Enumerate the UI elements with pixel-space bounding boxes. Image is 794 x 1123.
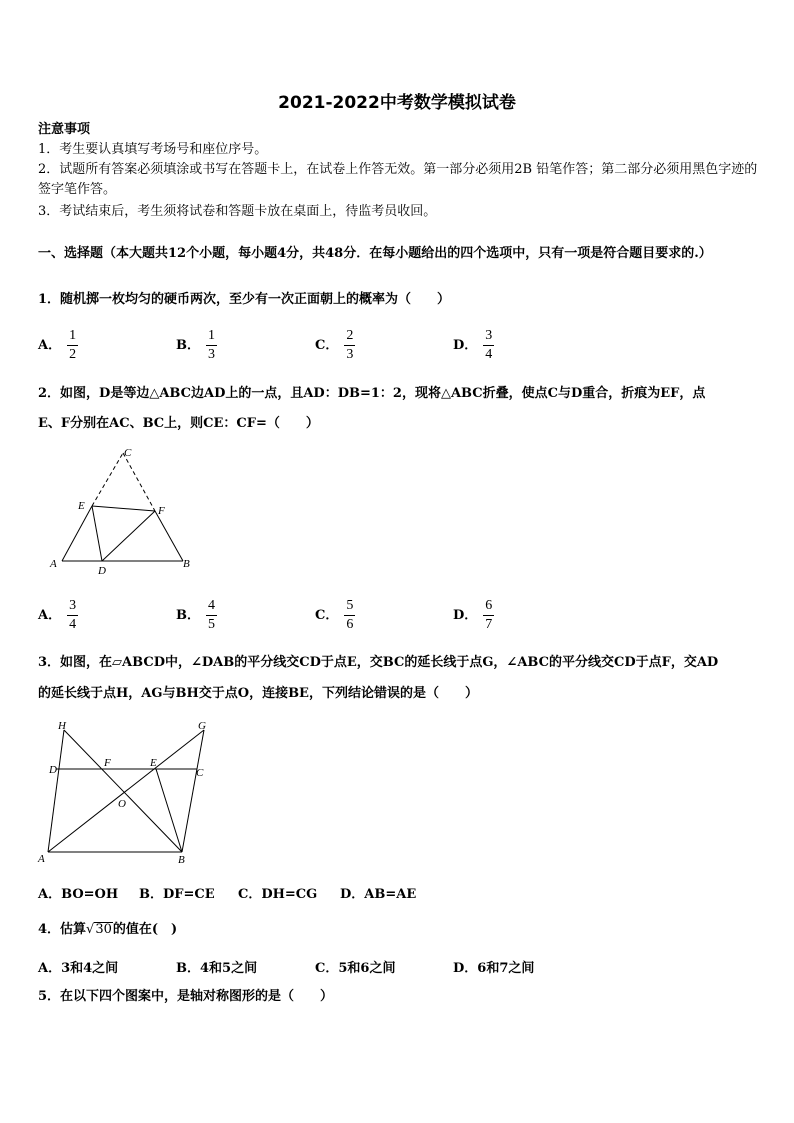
label-B: B <box>178 854 185 866</box>
q1-option-c[interactable] <box>315 327 355 364</box>
label-H: H <box>58 720 66 732</box>
notice-item-3: 3．考试结束后，考生须将试卷和答题卡放在桌面上，待监考员收回。 <box>38 204 437 219</box>
q4-stem <box>38 920 177 940</box>
q1-option-b[interactable] <box>176 327 217 364</box>
label-D: D <box>49 764 57 776</box>
option-letter: C． <box>315 338 339 353</box>
q3-stem-line1: 3．如图，在▱ABCD中，∠DAB的平分线交CD于点E，交BC的延长线于点G，∠ABC的平分线交CD于点F，交AD <box>38 655 719 670</box>
q1-stem: 1．随机掷一枚均匀的硬币两次，至少有一次正面朝上的概率为（ ） <box>38 292 451 307</box>
option-letter: D． <box>453 608 478 623</box>
label-D: D <box>98 565 106 577</box>
option-letter: D． <box>453 338 478 353</box>
line-BH <box>64 730 182 852</box>
q3-stem-line2: 的延长线于点H，AG与BH交于点O，连接BE，下列结论错误的是（ ） <box>38 686 478 701</box>
line-EF <box>92 506 155 511</box>
q3-option-a[interactable]: A．BO=OH <box>38 887 119 902</box>
q1-option-d[interactable] <box>453 327 494 364</box>
sqrt-sign-icon: √ <box>86 922 95 937</box>
label-F: F <box>158 505 165 517</box>
line-BG <box>182 730 204 852</box>
dashed-CF <box>123 453 155 511</box>
q4-option-d[interactable]: D．6和7之间 <box>453 961 535 976</box>
fraction: $\frac{1}{2}$ <box>69 328 77 362</box>
q2-triangle-figure <box>44 440 204 580</box>
q2-stem-line1: 2．如图，D是等边△ABC边AD上的一点，且AD：DB=1：2，现将△ABC折叠，使点C与D重合，折痕为EF，点 <box>38 386 706 401</box>
label-C: C <box>124 447 132 459</box>
q3-parallelogram-figure <box>34 712 220 868</box>
fraction: $\frac{2}{3}$ <box>346 328 354 362</box>
option-letter: B． <box>176 608 200 623</box>
fraction: $\frac{3}{4}$ <box>69 598 77 632</box>
q2-option-a[interactable] <box>38 597 78 634</box>
q4-option-a[interactable]: A．3和4之间 <box>38 961 119 976</box>
line-FD <box>102 511 155 561</box>
q2-option-d[interactable] <box>453 597 494 634</box>
fraction: $\frac{6}{7}$ <box>485 598 493 632</box>
line-AE <box>62 506 92 561</box>
label-A: A <box>50 558 57 570</box>
line-BE <box>156 769 182 852</box>
line-ED <box>92 506 102 561</box>
dashed-EC <box>92 453 123 506</box>
notice-heading: 注意事项 <box>38 122 91 137</box>
line-AH <box>48 730 64 852</box>
q2-option-b[interactable] <box>176 597 217 634</box>
q4-stem-suffix: 的值在( ) <box>112 922 178 937</box>
label-E: E <box>78 500 85 512</box>
q1-option-a[interactable] <box>38 327 78 364</box>
option-letter: B． <box>176 338 200 353</box>
label-B: B <box>183 558 190 570</box>
page-title: 2021-2022中考数学模拟试卷 <box>278 93 516 113</box>
label-O: O <box>118 798 126 810</box>
line-AG <box>48 730 204 852</box>
line-FB <box>155 511 183 561</box>
label-G: G <box>198 720 206 732</box>
q4-stem-prefix: 4．估算 <box>38 922 87 937</box>
option-letter: A． <box>38 338 62 353</box>
label-E: E <box>150 757 157 769</box>
label-A: A <box>38 853 45 865</box>
label-F: F <box>104 757 111 769</box>
fraction: $\frac{5}{6}$ <box>346 598 354 632</box>
q2-option-c[interactable] <box>315 597 355 634</box>
q5-stem: 5．在以下四个图案中，是轴对称图形的是（ ） <box>38 989 334 1004</box>
label-C: C <box>196 767 204 779</box>
q2-stem-line2: E、F分别在AC、BC上，则CE：CF=（ ） <box>38 416 319 431</box>
q3-option-b[interactable]: B．DF=CE <box>139 887 215 902</box>
fraction: $\frac{1}{3}$ <box>208 328 215 362</box>
q4-option-b[interactable]: B．4和5之间 <box>176 961 258 976</box>
notice-item-1: 1．考生要认真填写考场号和座位序号。 <box>38 142 268 157</box>
q4-radicand: 30 <box>95 922 112 937</box>
q3-option-d[interactable]: D．AB=AE <box>340 887 417 902</box>
fraction: $\frac{3}{4}$ <box>485 328 493 362</box>
option-letter: A． <box>38 608 62 623</box>
notice-item-2: 2．试题所有答案必须填涂或书写在答题卡上，在试卷上作答无效。第一部分必须用2B 铅笔作答；第二部分必须用黑色字迹的签字笔作答。 <box>38 162 758 197</box>
fraction: $\frac{4}{5}$ <box>208 598 215 632</box>
section-heading: 一、选择题（本大题共12个小题，每小题4分，共48分．在每小题给出的四个选项中，只有一项是符合题目要求的.） <box>38 246 712 261</box>
q4-option-c[interactable]: C．5和6之间 <box>315 961 396 976</box>
option-letter: C． <box>315 608 339 623</box>
q3-option-c[interactable]: C．DH=CG <box>238 887 318 902</box>
